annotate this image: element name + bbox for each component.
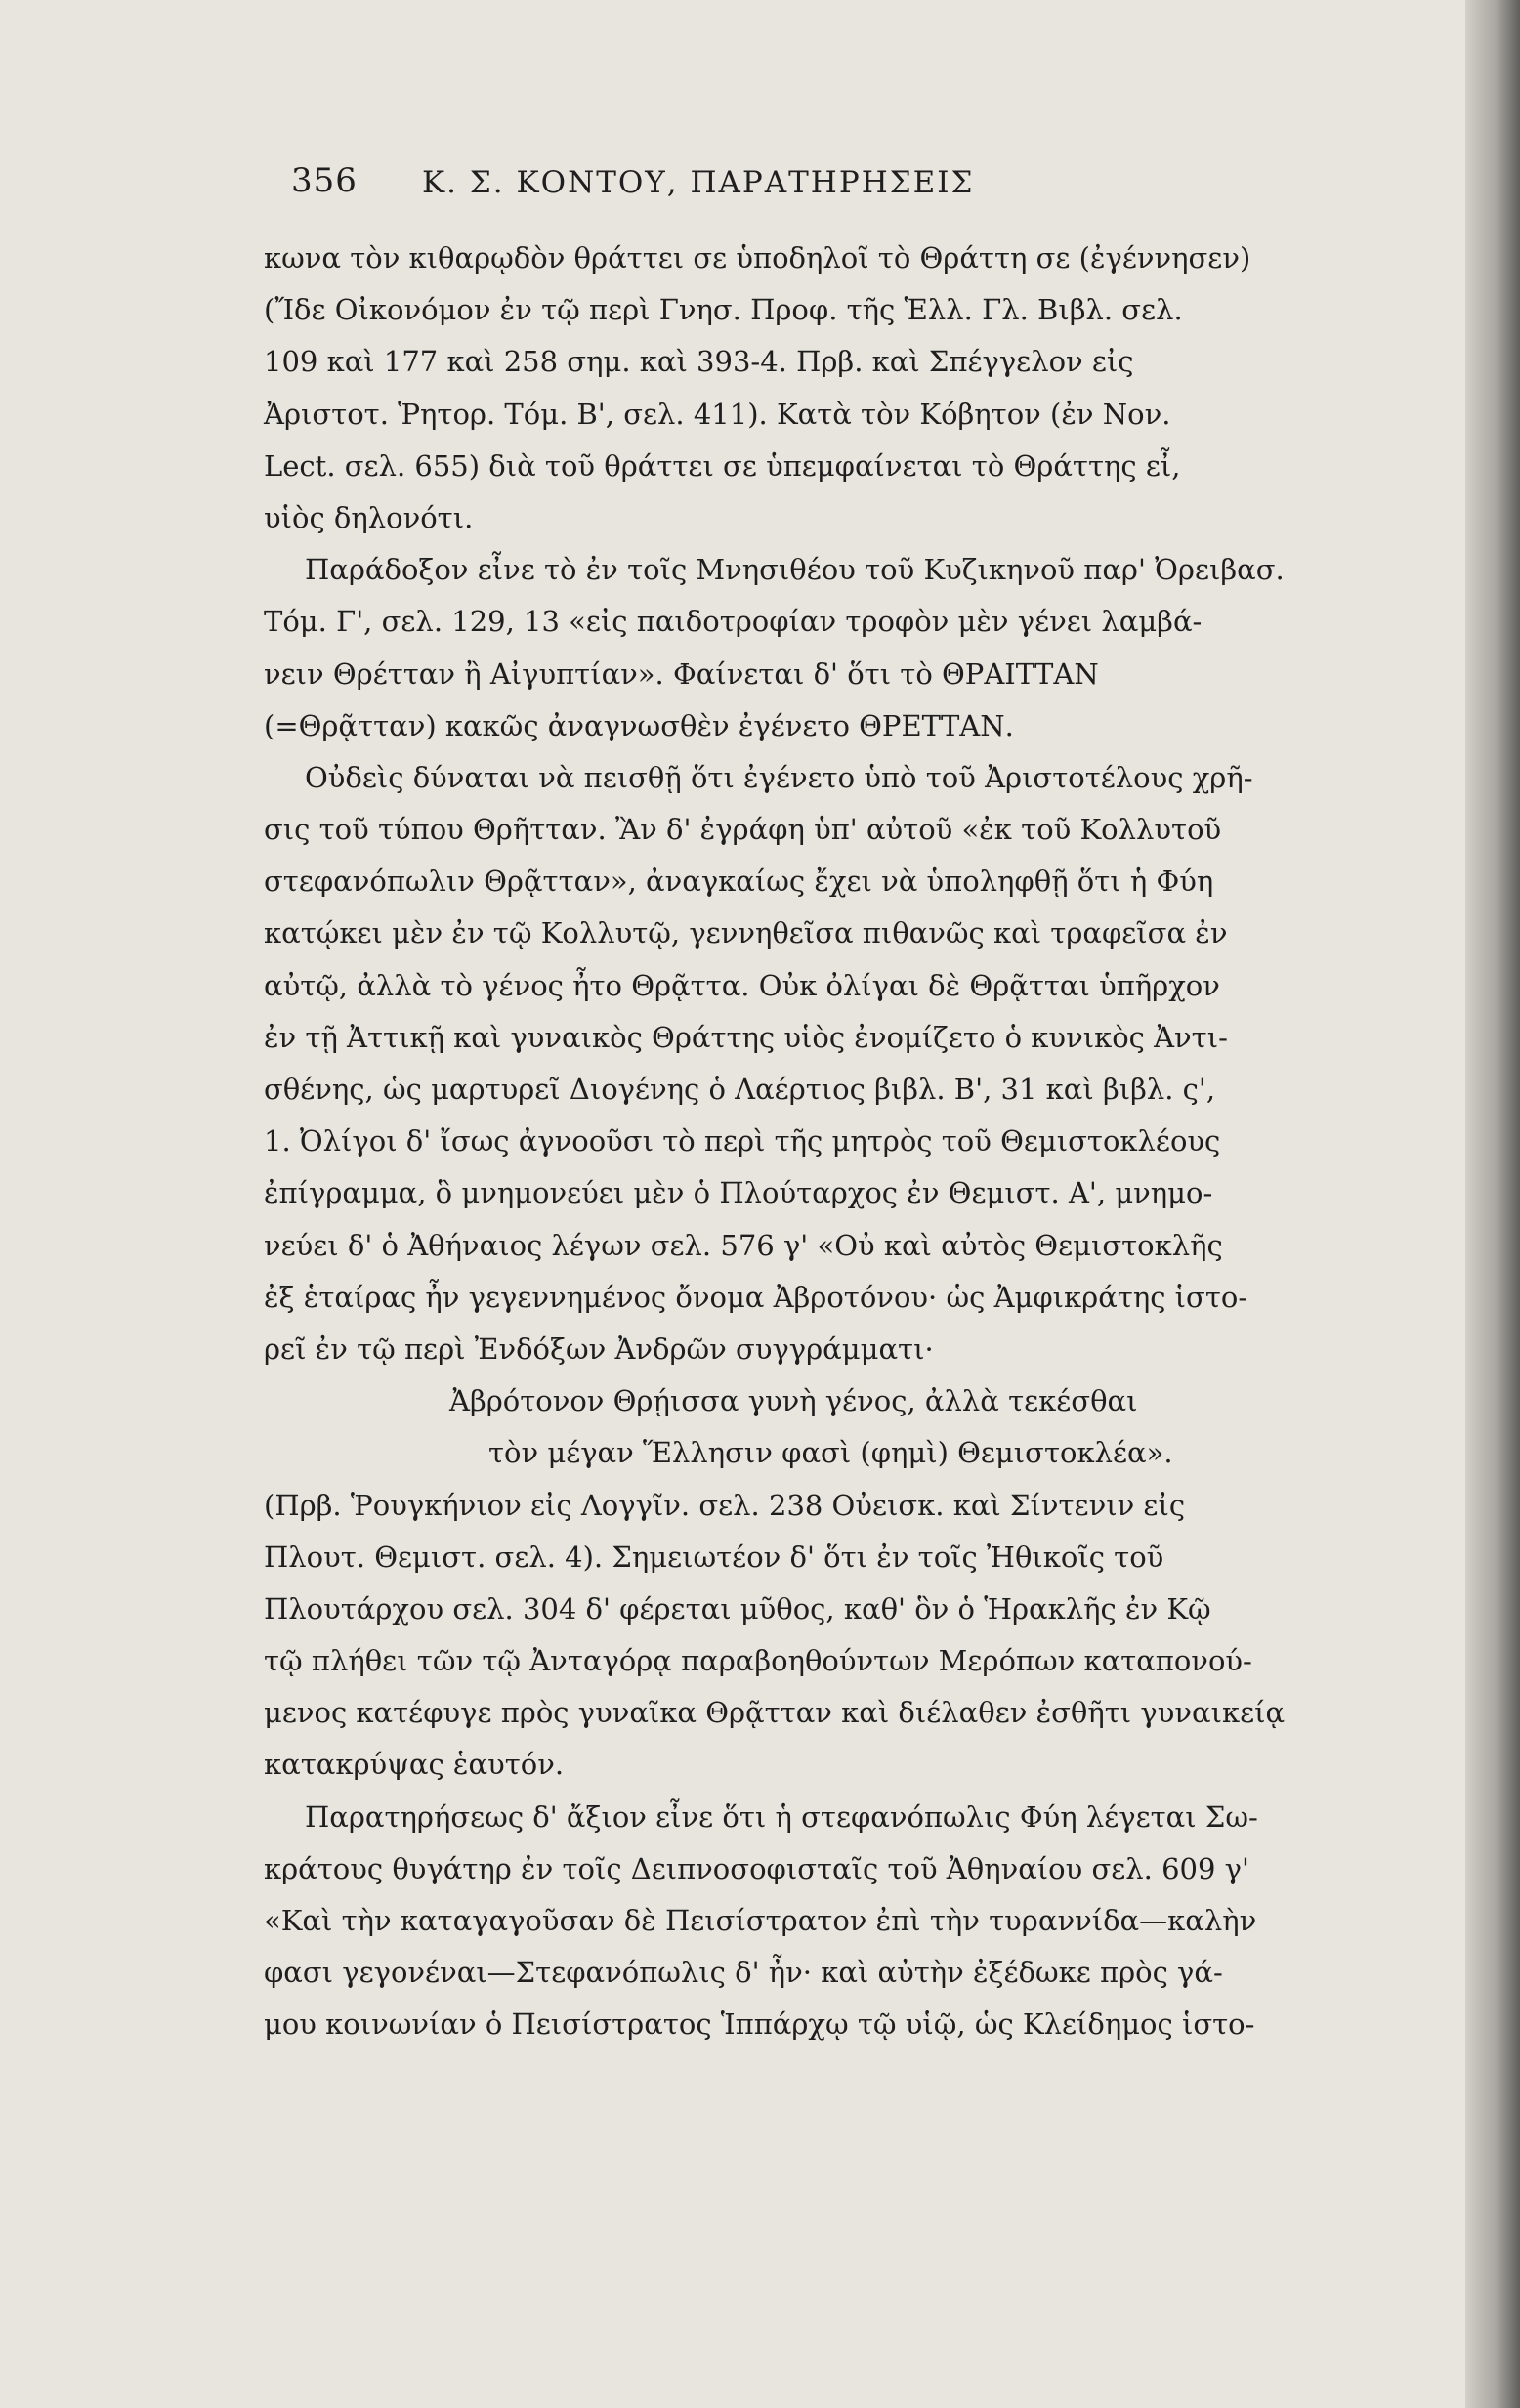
body-text [264,232,1329,2051]
text-line: 1. Ὀλίγοι δ' ἴσως ἀγνοοῦσι τὸ περὶ τῆς μητρὸς τοῦ Θεμιστοκλέους [264,1124,1221,1159]
scan-shadow-edge [1465,0,1520,2408]
text-line: ρεῖ ἐν τῷ περὶ Ἐνδόξων Ἀνδρῶν συγγράμματι· [264,1331,934,1366]
running-head: Κ. Σ. ΚΟΝΤΟΥ, ΠΑΡΑΤΗΡΗΣΕΙΣ [422,165,975,200]
text-line: Πλουτ. Θεμιστ. σελ. 4). Σημειωτέον δ' ὅτι ἐν τοῖς Ἠθικοῖς τοῦ [264,1540,1164,1574]
text-line: νεύει δ' ὁ Ἀθήναιος λέγων σελ. 576 γ' «Οὐ καὶ αὐτὸς Θεμιστοκλῆς [264,1228,1223,1262]
verse-line: τὸν μέγαν Ἕλλησιν φασὶ (φημὶ) Θεμιστοκλέα». [488,1436,1173,1470]
text-line: σθένης, ὡς μαρτυρεῖ Διογένης ὁ Λαέρτιος βιβλ. Β', 31 καὶ βιβλ. ς', [264,1073,1216,1106]
text-line: «Καὶ τὴν καταγαγοῦσαν δὲ Πεισίστρατον ἐπὶ τὴν τυραννίδα—καλὴν [264,1904,1257,1937]
text-line: φασι γεγονέναι—Στεφανόπωλις δ' ἦν· καὶ αὐτὴν ἐξέδωκε πρὸς γά- [264,1956,1223,1990]
text-line: ἐν τῇ Ἀττικῇ καὶ γυναικὸς Θράττης υἱὸς ἐνομίζετο ὁ κυνικὸς Ἀντι- [264,1020,1228,1054]
text-line: (Ἴδε Οἰκονόμον ἐν τῷ περὶ Γνησ. Προφ. τῆς Ἑλλ. Γλ. Βιβλ. σελ. [264,293,1183,327]
text-line: ἐπίγραμμα, ὃ μνημονεύει μὲν ὁ Πλούταρχος ἐν Θεμιστ. Α', μνημο- [264,1176,1213,1210]
text-line: Πλουτάρχου σελ. 304 δ' φέρεται μῦθος, καθ' ὃν ὁ Ἡρακλῆς ἐν Κῷ [264,1591,1211,1626]
text-line: (Πρβ. Ῥουγκήνιον εἰς Λογγῖν. σελ. 238 Οὐεισκ. καὶ Σίντενιν εἰς [264,1488,1186,1522]
paragraph-start-line: Οὐδεὶς δύναται νὰ πεισθῇ ὅτι ἐγένετο ὑπὸ τοῦ Ἀριστοτέλους χρῆ- [305,760,1253,794]
text-line: ἐξ ἑταίρας ἦν γεγεννημένος ὄνομα Ἀβροτόνου· ὡς Ἀμφικράτης ἱστο- [264,1280,1248,1314]
page-header [291,161,1366,220]
text-line: υἱὸς δηλονότι. [264,500,474,534]
paragraph-start-line: Παρατηρήσεως δ' ἄξιον εἶνε ὅτι ἡ στεφανόπωλις Φύη λέγεται Σω- [305,1799,1258,1834]
text-line: 109 καὶ 177 καὶ 258 σημ. καὶ 393-4. Πρβ. καὶ Σπέγγελον εἰς [264,345,1134,379]
text-line: Τόμ. Γ', σελ. 129, 13 «εἰς παιδοτροφίαν τροφὸν μὲν γένει λαμβά- [264,605,1203,639]
text-line: μενος κατέφυγε πρὸς γυναῖκα Θρᾷτταν καὶ διέλαθεν ἐσθῆτι γυναικείᾳ [264,1696,1286,1730]
text-line: αὐτῷ, ἀλλὰ τὸ γένος ἦτο Θρᾷττα. Οὐκ ὀλίγαι δὲ Θρᾷτται ὑπῆρχον [264,968,1220,1002]
paragraph-start-line: Παράδοξον εἶνε τὸ ἐν τοῖς Μνησιθέου τοῦ Κυζικηνοῦ παρ' Ὀρειβασ. [305,553,1285,587]
text-line: στεφανόπωλιν Θρᾷτταν», ἀναγκαίως ἔχει νὰ ὑποληφθῇ ὅτι ἡ Φύη [264,865,1214,899]
text-line: μου κοινωνίαν ὁ Πεισίστρατος Ἱππάρχῳ τῷ υἱῷ, ὡς Κλείδημος ἱστο- [264,2007,1255,2042]
text-line: κωνα τὸν κιθαρῳδὸν θράττει σε ὑποδηλοῖ τὸ Θράττη σε (ἐγέννησεν) [264,241,1251,275]
text-line: νειν Θρέτταν ἢ Αἰγυπτίαν». Φαίνεται δ' ὅτι τὸ ΘΡΑΙΤΤΑΝ [264,656,1099,691]
text-line: κατακρύψας ἑαυτόν. [264,1748,565,1782]
text-line: (=Θρᾷτταν) κακῶς ἀναγνωσθὲν ἐγένετο ΘΡΕΤΤΑΝ. [264,708,1014,742]
text-line: τῷ πλήθει τῶν τῷ Ἀνταγόρᾳ παραβοηθούντων Μερόπων καταπονού- [264,1644,1252,1678]
text-line: κατῴκει μὲν ἐν τῷ Κολλυτῷ, γεννηθεῖσα πιθανῶς καὶ τραφεῖσα ἐν [264,916,1228,951]
verse-line: Ἀβρότονον Θρῄισσα γυνὴ γένος, ἀλλὰ τεκέσθαι [449,1384,1138,1418]
text-line: σις τοῦ τύπου Θρῆτταν. Ἂν δ' ἐγράφη ὑπ' αὐτοῦ «ἐκ τοῦ Κολλυτοῦ [264,813,1222,847]
page-number: 356 [291,161,358,200]
text-line: κράτους θυγάτηρ ἐν τοῖς Δειπνοσοφισταῖς τοῦ Ἀθηναίου σελ. 609 γ' [264,1851,1249,1885]
text-line: Ἀριστοτ. Ῥητορ. Τόμ. Β', σελ. 411). Κατὰ τὸν Κόβητον (ἐν Νον. [264,397,1171,431]
text-line: Lect. σελ. 655) διὰ τοῦ θράττει σε ὑπεμφαίνεται τὸ Θράττης εἶ, [264,448,1181,483]
